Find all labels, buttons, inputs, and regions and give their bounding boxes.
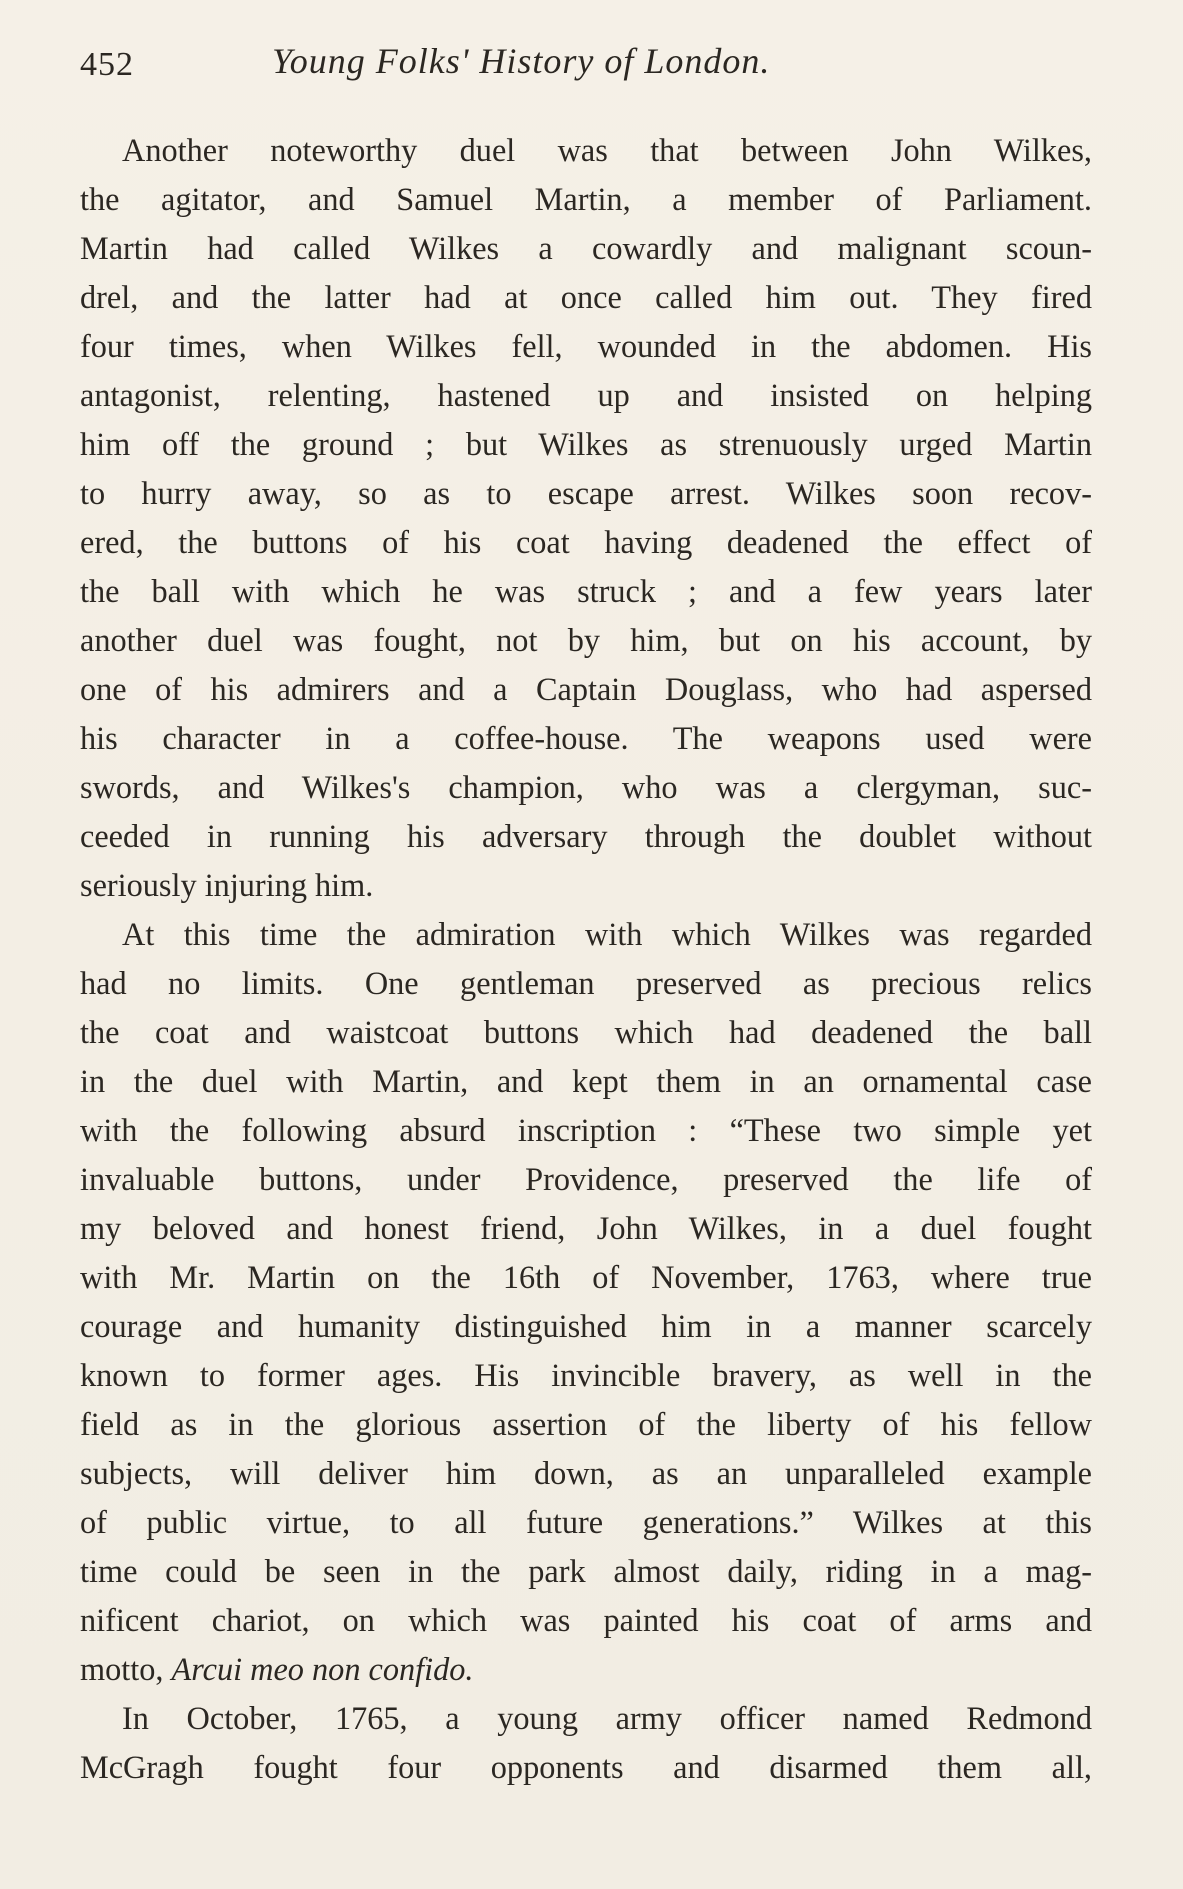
motto-prefix: motto, xyxy=(80,1651,172,1687)
text-line: his character in a coffee-house. The weapons used were xyxy=(80,720,1092,756)
paragraph-2 xyxy=(80,910,1092,1694)
page-header xyxy=(80,38,1100,98)
text-line: subjects, will deliver him down, as an unparalleled example xyxy=(80,1455,1092,1491)
text-line: time could be seen in the park almost daily, riding in a mag- xyxy=(80,1553,1092,1589)
text-line: him off the ground ; but Wilkes as strenuously urged Martin xyxy=(80,426,1092,462)
running-head: Young Folks' History of London. xyxy=(272,41,771,81)
text-line: McGragh fought four opponents and disarmed them all, xyxy=(80,1749,1092,1785)
text-line: one of his admirers and a Captain Douglass, who had aspersed xyxy=(80,671,1092,707)
text-line: antagonist, relenting, hastened up and insisted on helping xyxy=(80,377,1092,413)
text-line: with Mr. Martin on the 16th of November, 1763, where true xyxy=(80,1259,1092,1295)
text-line: invaluable buttons, under Providence, preserved the life of xyxy=(80,1161,1092,1197)
text-line: In October, 1765, a young army officer named Redmond xyxy=(122,1700,1092,1736)
text-line: the agitator, and Samuel Martin, a member of Parliament. xyxy=(80,181,1092,217)
text-line: known to former ages. His invincible bravery, as well in the xyxy=(80,1357,1092,1393)
text-line: with the following absurd inscription : “These two simple yet xyxy=(80,1112,1092,1148)
text-line: At this time the admiration with which Wilkes was regarded xyxy=(122,916,1092,952)
latin-motto: Arcui meo non confido. xyxy=(171,1651,474,1687)
paragraph-3 xyxy=(80,1694,1092,1792)
text-line: ered, the buttons of his coat having deadened the effect of xyxy=(80,524,1092,560)
body-text xyxy=(80,126,1092,1792)
text-line: four times, when Wilkes fell, wounded in the abdomen. His xyxy=(80,328,1092,364)
text-line: my beloved and honest friend, John Wilkes, in a duel fought xyxy=(80,1210,1092,1246)
text-line: to hurry away, so as to escape arrest. Wilkes soon recov- xyxy=(80,475,1092,511)
text-line: the coat and waistcoat buttons which had deadened the ball xyxy=(80,1014,1092,1050)
text-line: Another noteworthy duel was that between John Wilkes, xyxy=(122,132,1092,168)
text-line: courage and humanity distinguished him in a manner scarcely xyxy=(80,1308,1092,1344)
text-line: had no limits. One gentleman preserved as precious relics xyxy=(80,965,1092,1001)
text-line: ceeded in running his adversary through the doublet without xyxy=(80,818,1092,854)
text-line: of public virtue, to all future generations.” Wilkes at this xyxy=(80,1504,1092,1540)
text-line: seriously injuring him. xyxy=(80,867,374,903)
text-line: the ball with which he was struck ; and a few years later xyxy=(80,573,1092,609)
text-line: in the duel with Martin, and kept them in an ornamental case xyxy=(80,1063,1092,1099)
page-number: 452 xyxy=(80,46,134,83)
text-line: swords, and Wilkes's champion, who was a clergyman, suc- xyxy=(80,769,1092,805)
text-line: another duel was fought, not by him, but on his account, by xyxy=(80,622,1092,658)
text-line-motto xyxy=(80,1645,1092,1694)
text-line: nificent chariot, on which was painted his coat of arms and xyxy=(80,1602,1092,1638)
paragraph-1 xyxy=(80,126,1092,910)
text-line: drel, and the latter had at once called him out. They fired xyxy=(80,279,1092,315)
text-line: field as in the glorious assertion of the liberty of his fellow xyxy=(80,1406,1092,1442)
text-line: Martin had called Wilkes a cowardly and malignant scoun- xyxy=(80,230,1092,266)
